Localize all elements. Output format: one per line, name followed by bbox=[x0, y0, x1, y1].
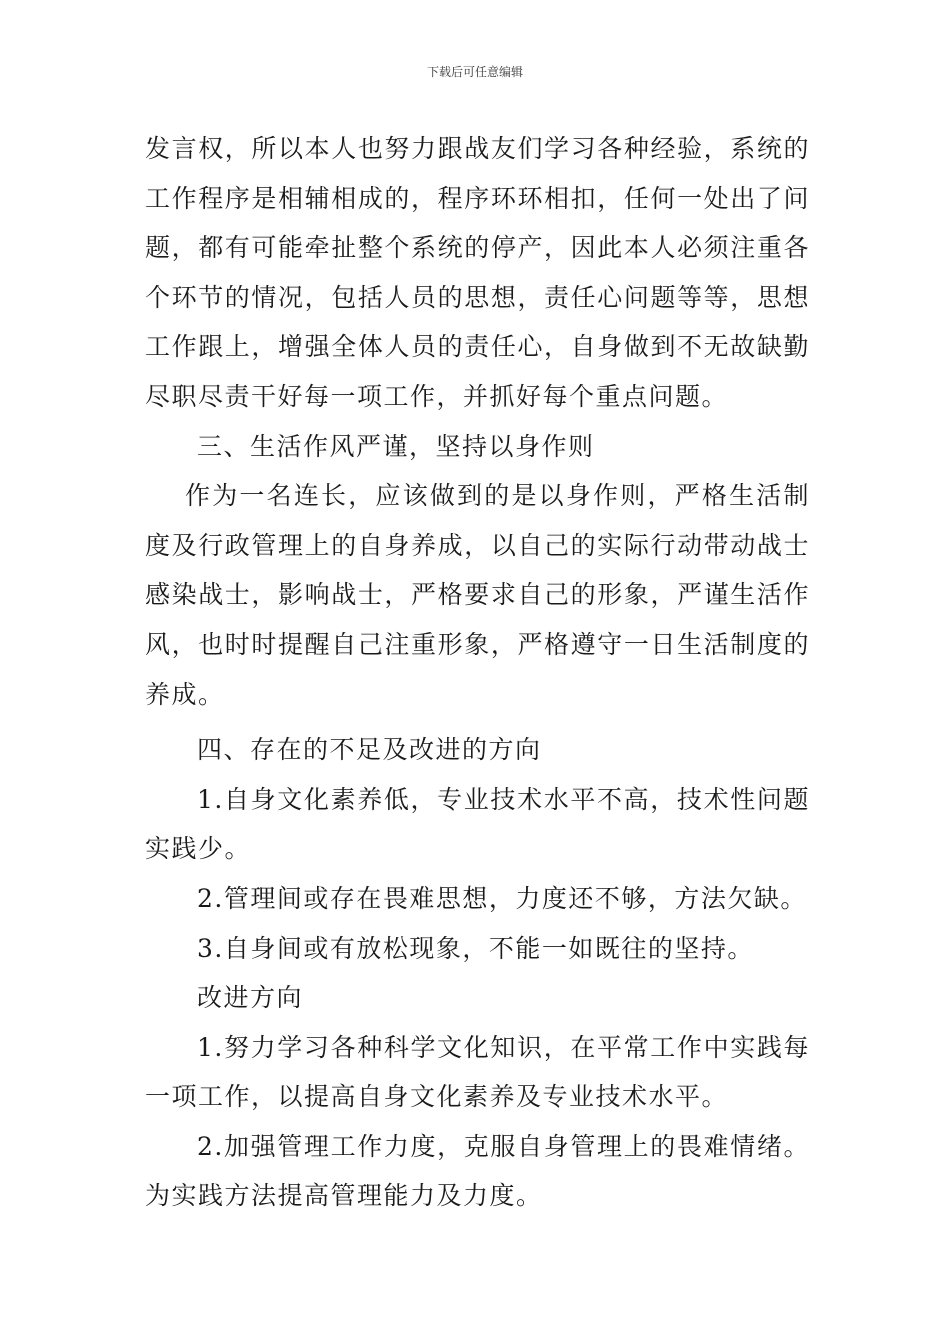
list-item-shortcoming-2: 2.管理间或存在畏难思想，力度还不够，方法欠缺。 bbox=[197, 883, 807, 913]
subheading-improvement: 改进方向 bbox=[197, 983, 304, 1013]
list-item-shortcoming-3: 3.自身间或有放松现象，不能一如既往的坚持。 bbox=[197, 933, 754, 963]
document-body bbox=[145, 124, 810, 1221]
paragraph-section-3: 作为一名连长，应该做到的是以身作则，严格生活制度及行政管理上的自身养成，以自己的实际行动带动战士感染战士，影响战士，严格要求自己的形象，严谨生活作风，也时时提醒自己注重形象，严格遵守一日生活制度的养成。 bbox=[145, 481, 810, 709]
list-item-improvement-1: 1.努力学习各种科学文化知识，在平常工作中实践每一项工作，以提高自身文化素养及专业技术水平。 bbox=[145, 1032, 810, 1112]
paragraph-continuation: 发言权，所以本人也努力跟战友们学习各种经验，系统的工作程序是相辅相成的，程序环环相扣，任何一处出了问题，都有可能牵扯整个系统的停产，因此本人必须注重各个环节的情况，包括人员的思想，责任心问题等等，思想工作跟上，增强全体人员的责任心，自身做到不无故缺勤尽职尽责干好每一项工作，并抓好每个重点问题。 bbox=[145, 134, 810, 411]
section-heading-4: 四、存在的不足及改进的方向 bbox=[197, 735, 542, 765]
section-heading-3: 三、生活作风严谨，坚持以身作则 bbox=[197, 431, 595, 461]
list-item-shortcoming-1: 1.自身文化素养低，专业技术水平不高，技术性问题实践少。 bbox=[145, 784, 810, 864]
list-item-improvement-2: 2.加强管理工作力度，克服自身管理上的畏难情绪。为实践方法提高管理能力及力度。 bbox=[145, 1131, 810, 1211]
page-header: 下载后可任意编辑 bbox=[426, 65, 523, 79]
